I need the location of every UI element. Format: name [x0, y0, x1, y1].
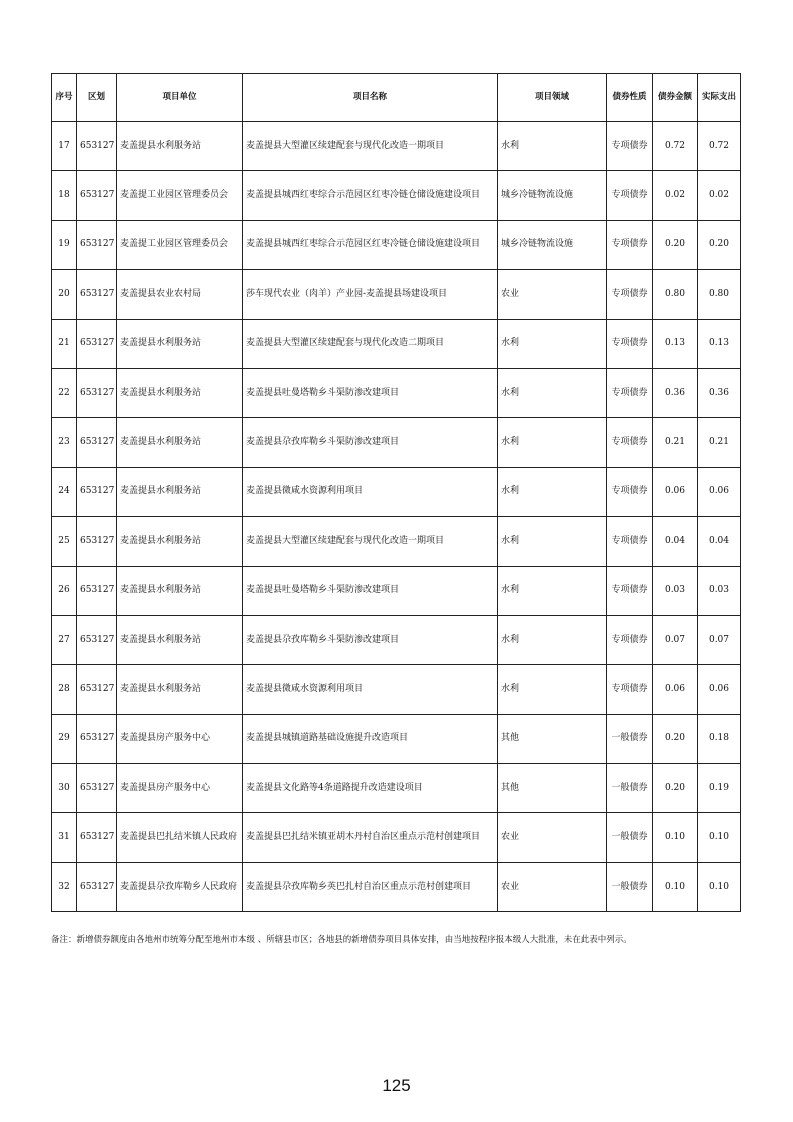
page-number: 125 [382, 1076, 411, 1095]
row-bond-amount: 0.20 [653, 764, 698, 813]
row-no: 20 [52, 270, 77, 319]
row-region: 653127 [77, 220, 117, 269]
row-unit: 麦盖提工业园区管理委员会 [117, 171, 243, 220]
row-no: 26 [52, 566, 77, 615]
row-project-name: 麦盖提县大型灌区续建配套与现代化改造二期项目 [243, 319, 498, 368]
row-actual-spending: 0.02 [698, 171, 741, 220]
row-field: 水利 [498, 418, 607, 467]
row-project-name: 麦盖提县尕孜库勒乡斗渠防渗改建项目 [243, 418, 498, 467]
row-bond-amount: 0.04 [653, 517, 698, 566]
table-row [52, 566, 741, 615]
row-unit: 麦盖提县水利服务站 [117, 319, 243, 368]
row-project-name: 麦盖提县吐曼塔勒乡斗渠防渗改建项目 [243, 368, 498, 417]
row-project-name: 麦盖提县微咸水资源利用项目 [243, 467, 498, 516]
row-no: 22 [52, 368, 77, 417]
row-bond-amount: 0.20 [653, 714, 698, 763]
header-field: 项目领域 [498, 74, 607, 122]
row-region: 653127 [77, 270, 117, 319]
row-bond-nature: 专项债券 [607, 368, 653, 417]
header-bond-nature: 债券性质 [607, 74, 653, 122]
row-project-name: 麦盖提县文化路等4条道路提升改造建设项目 [243, 764, 498, 813]
row-actual-spending: 0.18 [698, 714, 741, 763]
row-field: 城乡冷链物流设施 [498, 220, 607, 269]
row-unit: 麦盖提县水利服务站 [117, 122, 243, 171]
row-unit: 麦盖提县水利服务站 [117, 665, 243, 714]
table-row [52, 467, 741, 516]
row-actual-spending: 0.19 [698, 764, 741, 813]
row-actual-spending: 0.06 [698, 467, 741, 516]
row-unit: 麦盖提县水利服务站 [117, 615, 243, 664]
row-region: 653127 [77, 467, 117, 516]
row-project-name: 麦盖提县吐曼塔勒乡斗渠防渗改建项目 [243, 566, 498, 615]
row-unit: 麦盖提县水利服务站 [117, 467, 243, 516]
table-row [52, 368, 741, 417]
row-project-name: 莎车现代农业（肉羊）产业园-麦盖提县场建设项目 [243, 270, 498, 319]
row-region: 653127 [77, 665, 117, 714]
row-unit: 麦盖提县房产服务中心 [117, 764, 243, 813]
table-row [52, 319, 741, 368]
row-unit: 麦盖提县农业农村局 [117, 270, 243, 319]
row-project-name: 麦盖提县尕孜库勒乡斗渠防渗改建项目 [243, 615, 498, 664]
row-region: 653127 [77, 566, 117, 615]
row-project-name: 麦盖提县城镇道路基础设施提升改造项目 [243, 714, 498, 763]
row-no: 24 [52, 467, 77, 516]
row-bond-nature: 一般债券 [607, 862, 653, 911]
table-row [52, 171, 741, 220]
row-field: 水利 [498, 665, 607, 714]
row-field: 水利 [498, 368, 607, 417]
row-no: 25 [52, 517, 77, 566]
row-bond-amount: 0.02 [653, 171, 698, 220]
row-bond-nature: 专项债券 [607, 665, 653, 714]
table-row [52, 220, 741, 269]
row-bond-nature: 专项债券 [607, 517, 653, 566]
row-unit: 麦盖提工业园区管理委员会 [117, 220, 243, 269]
row-region: 653127 [77, 615, 117, 664]
header-region: 区划 [77, 74, 117, 122]
row-field: 水利 [498, 319, 607, 368]
table-row [52, 615, 741, 664]
row-actual-spending: 0.07 [698, 615, 741, 664]
row-no: 17 [52, 122, 77, 171]
table-row [52, 764, 741, 813]
row-bond-amount: 0.10 [653, 813, 698, 862]
row-actual-spending: 0.10 [698, 813, 741, 862]
row-field: 其他 [498, 764, 607, 813]
debt-project-table [51, 73, 741, 912]
row-bond-amount: 0.10 [653, 862, 698, 911]
row-bond-nature: 一般债券 [607, 813, 653, 862]
row-region: 653127 [77, 122, 117, 171]
row-bond-amount: 0.13 [653, 319, 698, 368]
row-unit: 麦盖提县水利服务站 [117, 566, 243, 615]
row-bond-amount: 0.20 [653, 220, 698, 269]
table-row [52, 517, 741, 566]
row-actual-spending: 0.21 [698, 418, 741, 467]
row-no: 27 [52, 615, 77, 664]
row-project-name: 麦盖提县城西红枣综合示范园区红枣冷链仓储设施建设项目 [243, 171, 498, 220]
row-no: 19 [52, 220, 77, 269]
row-project-name: 麦盖提县大型灌区续建配套与现代化改造一期项目 [243, 122, 498, 171]
row-region: 653127 [77, 714, 117, 763]
row-bond-amount: 0.72 [653, 122, 698, 171]
row-bond-amount: 0.36 [653, 368, 698, 417]
row-actual-spending: 0.13 [698, 319, 741, 368]
table-body [52, 122, 741, 912]
row-field: 农业 [498, 813, 607, 862]
row-field: 农业 [498, 862, 607, 911]
row-bond-nature: 专项债券 [607, 418, 653, 467]
row-bond-nature: 专项债券 [607, 615, 653, 664]
row-project-name: 麦盖提县巴扎结米镇亚胡木丹村自治区重点示范村创建项目 [243, 813, 498, 862]
row-no: 32 [52, 862, 77, 911]
row-bond-nature: 一般债券 [607, 714, 653, 763]
row-actual-spending: 0.06 [698, 665, 741, 714]
row-bond-nature: 专项债券 [607, 171, 653, 220]
row-region: 653127 [77, 764, 117, 813]
table-row [52, 270, 741, 319]
row-no: 18 [52, 171, 77, 220]
table-row [52, 714, 741, 763]
row-region: 653127 [77, 418, 117, 467]
row-region: 653127 [77, 813, 117, 862]
row-project-name: 麦盖提县城西红枣综合示范园区红枣冷链仓储设施建设项目 [243, 220, 498, 269]
row-no: 23 [52, 418, 77, 467]
row-unit: 麦盖提县水利服务站 [117, 368, 243, 417]
table-row [52, 862, 741, 911]
row-region: 653127 [77, 517, 117, 566]
table-row [52, 665, 741, 714]
row-bond-amount: 0.21 [653, 418, 698, 467]
header-no: 序号 [52, 74, 77, 122]
footnote: 备注：新增债券额度由各地州市统筹分配至地州市本级 、所辖县市区；各地县的新增债券项目具体安排，由当地按程序报本级人大批准，未在此表中列示。 [51, 935, 632, 945]
row-no: 30 [52, 764, 77, 813]
row-field: 水利 [498, 566, 607, 615]
table-row [52, 122, 741, 171]
header-unit: 项目单位 [117, 74, 243, 122]
row-bond-nature: 专项债券 [607, 220, 653, 269]
row-actual-spending: 0.36 [698, 368, 741, 417]
row-bond-nature: 专项债券 [607, 122, 653, 171]
row-bond-amount: 0.07 [653, 615, 698, 664]
row-bond-amount: 0.06 [653, 467, 698, 516]
row-unit: 麦盖提县水利服务站 [117, 418, 243, 467]
row-no: 29 [52, 714, 77, 763]
row-field: 城乡冷链物流设施 [498, 171, 607, 220]
row-no: 31 [52, 813, 77, 862]
table-row [52, 418, 741, 467]
row-field: 水利 [498, 517, 607, 566]
row-field: 农业 [498, 270, 607, 319]
row-bond-amount: 0.06 [653, 665, 698, 714]
table-header-row [52, 74, 741, 122]
row-actual-spending: 0.04 [698, 517, 741, 566]
row-actual-spending: 0.10 [698, 862, 741, 911]
row-unit: 麦盖提县水利服务站 [117, 517, 243, 566]
row-project-name: 麦盖提县尕孜库勒乡英巴扎村自治区重点示范村创建项目 [243, 862, 498, 911]
row-unit: 麦盖提县巴扎结米镇人民政府 [117, 813, 243, 862]
row-no: 21 [52, 319, 77, 368]
row-region: 653127 [77, 171, 117, 220]
row-project-name: 麦盖提县大型灌区续建配套与现代化改造一期项目 [243, 517, 498, 566]
row-unit: 麦盖提县尕孜库勒乡人民政府 [117, 862, 243, 911]
row-region: 653127 [77, 319, 117, 368]
row-field: 水利 [498, 467, 607, 516]
row-no: 28 [52, 665, 77, 714]
row-bond-nature: 专项债券 [607, 270, 653, 319]
row-unit: 麦盖提县房产服务中心 [117, 714, 243, 763]
row-field: 水利 [498, 122, 607, 171]
table-row [52, 813, 741, 862]
header-actual-spending: 实际支出 [698, 74, 741, 122]
row-project-name: 麦盖提县微咸水资源利用项目 [243, 665, 498, 714]
header-bond-amount: 债券金额 [653, 74, 698, 122]
row-bond-nature: 一般债券 [607, 764, 653, 813]
row-actual-spending: 0.80 [698, 270, 741, 319]
row-bond-nature: 专项债券 [607, 319, 653, 368]
row-region: 653127 [77, 368, 117, 417]
row-bond-amount: 0.03 [653, 566, 698, 615]
row-bond-nature: 专项债券 [607, 467, 653, 516]
row-actual-spending: 0.72 [698, 122, 741, 171]
row-field: 其他 [498, 714, 607, 763]
row-field: 水利 [498, 615, 607, 664]
row-bond-amount: 0.80 [653, 270, 698, 319]
header-project-name: 项目名称 [243, 74, 498, 122]
row-bond-nature: 专项债券 [607, 566, 653, 615]
row-actual-spending: 0.03 [698, 566, 741, 615]
row-actual-spending: 0.20 [698, 220, 741, 269]
row-region: 653127 [77, 862, 117, 911]
